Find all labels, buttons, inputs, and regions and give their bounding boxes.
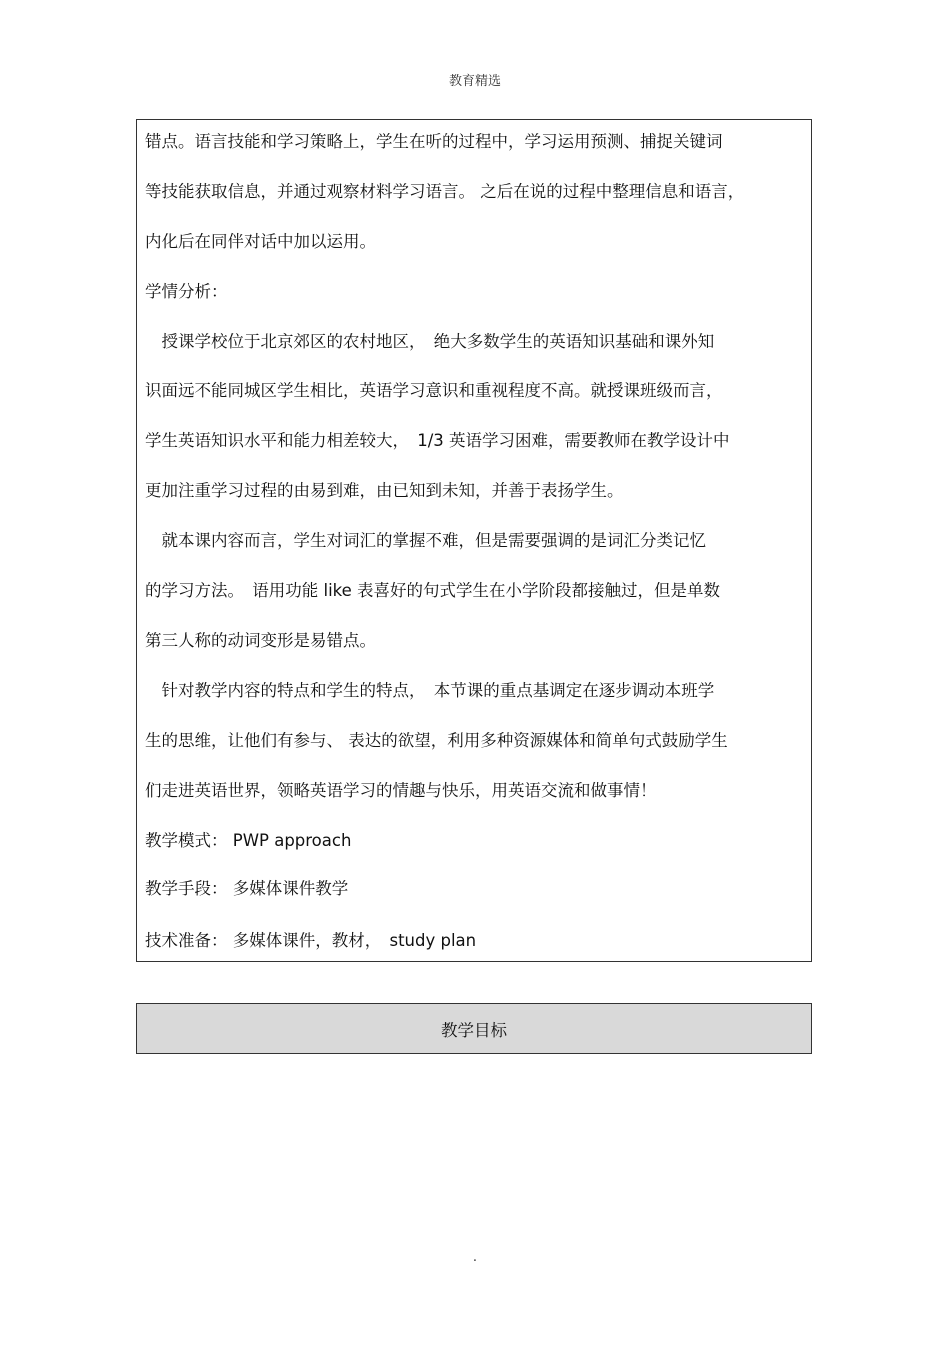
technical-prep-line: 技术准备： 多媒体课件，教材， study plan [145, 931, 477, 950]
teaching-means-line: 教学手段： 多媒体课件教学 [145, 879, 349, 898]
text-line: 更加注重学习过程的由易到难，由已知到未知，并善于表扬学生。 [145, 481, 624, 500]
teaching-mode-line: 教学模式： PWP approach [145, 831, 352, 850]
text-line: 第三人称的动词变形是易错点。 [145, 631, 376, 650]
text-line: 授课学校位于北京郊区的农村地区， 绝大多数学生的英语知识基础和课外知 [145, 332, 715, 351]
text-line: 识面远不能同城区学生相比，英语学习意识和重视程度不高。就授课班级而言， [145, 381, 723, 400]
text-line: 们走进英语世界，领略英语学习的情趣与快乐，用英语交流和做事情！ [145, 781, 657, 800]
text-line: 就本课内容而言，学生对词汇的掌握不难，但是需要强调的是词汇分类记忆 [145, 531, 706, 550]
content-box [136, 119, 812, 962]
page-footer-mark: . [472, 1250, 478, 1265]
text-line: 生的思维，让他们有参与、 表达的欲望，利用多种资源媒体和简单句式鼓励学生 [145, 731, 728, 750]
text-line: 错点。语言技能和学习策略上，学生在听的过程中，学习运用预测、捕捉关键词 [145, 132, 723, 151]
text-line: 内化后在同伴对话中加以运用。 [145, 232, 376, 251]
text-line: 等技能获取信息，并通过观察材料学习语言。 之后在说的过程中整理信息和语言， [145, 182, 745, 201]
page-header: 教育精选 [448, 74, 501, 89]
section-heading-text: 教学目标 [441, 1020, 507, 1040]
text-line: 的学习方法。 语用功能 like 表喜好的句式学生在小学阶段都接触过，但是单数 [145, 581, 721, 600]
section-heading-teaching-goals [136, 1003, 812, 1054]
section-label-student-analysis: 学情分析： [145, 282, 228, 301]
text-line: 学生英语知识水平和能力相差较大， 1/3 英语学习困难，需要教师在教学设计中 [145, 431, 730, 450]
text-line: 针对教学内容的特点和学生的特点， 本节课的重点基调定在逐步调动本班学 [145, 681, 715, 700]
